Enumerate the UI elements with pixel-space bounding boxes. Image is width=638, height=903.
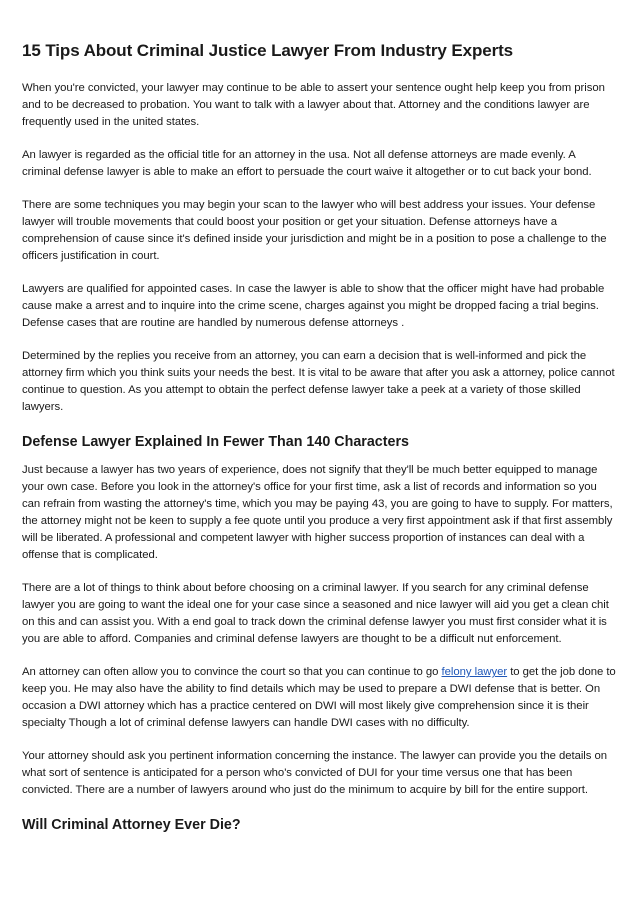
intro-paragraph-5: Determined by the replies you receive from an attorney, you can earn a decision that is well-informed and pick the attorney firm which you think suits your needs the best. It is vital to be aware that after you ask a attorney, police cannot continue to question. As you attempt to obtain the perfect defense lawyer take a peek at a variety of those skilled lawyers. [22, 350, 615, 413]
link-paragraph-before: An attorney can often allow you to convince the court so that you can continue to go [22, 666, 442, 678]
section2-paragraph-1: Just because a lawyer has two years of experience, does not signify that they'll be much better equipped to manage your own case. Before you look in the attorney's office for your first time, ask a list of records and information so you can refrain from wasting the attorney's time, which you may be paying 43, you are going to have to supply. For matters, the attorney might not be keen to supply a fee quote until you produce a very first appointment ask if that first assembly will be liberated. A professional and competent lawyer with higher success proportion of instances can deal with a offense that is complicated. [22, 464, 613, 561]
section-heading-criminal-attorney: Will Criminal Attorney Ever Die? [22, 817, 241, 833]
intro-paragraph-2: An lawyer is regarded as the official title for an attorney in the usa. Not all defense attorneys are made evenly. A criminal defense lawyer is able to make an effort to persuade the court waive it altogether or to cut back your bond. [22, 149, 592, 178]
felony-lawyer-link[interactable]: felony lawyer [441, 666, 508, 678]
section2-paragraph-2: There are a lot of things to think about before choosing on a criminal lawyer. If you search for any criminal defense lawyer you are going to want the ideal one for your case since a seasoned and nice lawyer will aid you get a clean chit on this and can assist you. With a end goal to track down the criminal defense lawyer you must first consider what it is you are able to afford. Companies and criminal defense lawyers are thought to be a difficult nut enforcement. [22, 582, 609, 645]
link-paragraph-after: to get the job done to keep you. He may also have the ability to find details which may be used to prepare a DWI defense that is better. On occasion a DWI attorney which has a practice centered on DWI will most likely give comprehension since it is their specialty Though a lot of criminal defense lawyers can handle DWI cases with no difficulty. [22, 666, 616, 729]
intro-paragraph-3: There are some techniques you may begin your scan to the lawyer who will best address your issues. Your defense lawyer will trouble movements that could boost your position or get your situation. Defense attorneys have a comprehension of cause since it's defined inside your jurisdiction and might be in a position to pose a challenge to the officers justification in court. [22, 199, 607, 262]
section-heading-defense-lawyer: Defense Lawyer Explained In Fewer Than 140 Characters [22, 434, 409, 450]
intro-paragraph-1: When you're convicted, your lawyer may continue to be able to assert your sentence ought help keep you from prison and to be decreased to probation. You want to talk with a lawyer about that. Attorney and the conditions lawyer are frequently used in the united states. [22, 82, 605, 128]
section2-link-paragraph [22, 664, 616, 732]
section2-closing-paragraph: Your attorney should ask you pertinent information concerning the instance. The lawyer can provide you the details on what sort of sentence is anticipated for a person who's convicted of DUI for your time versus one that has been convicted. There are a number of lawyers around who just do the minimum to acquire by bill for the entire support. [22, 750, 608, 796]
intro-paragraph-4: Lawyers are qualified for appointed cases. In case the lawyer is able to show that the officer might have had probable cause make a arrest and to inquire into the crime scene, charges against you might be dropped facing a trial begins. Defense cases that are routine are handled by numerous defense attorneys . [22, 283, 605, 329]
article-title: 15 Tips About Criminal Justice Lawyer From Industry Experts [22, 41, 514, 60]
